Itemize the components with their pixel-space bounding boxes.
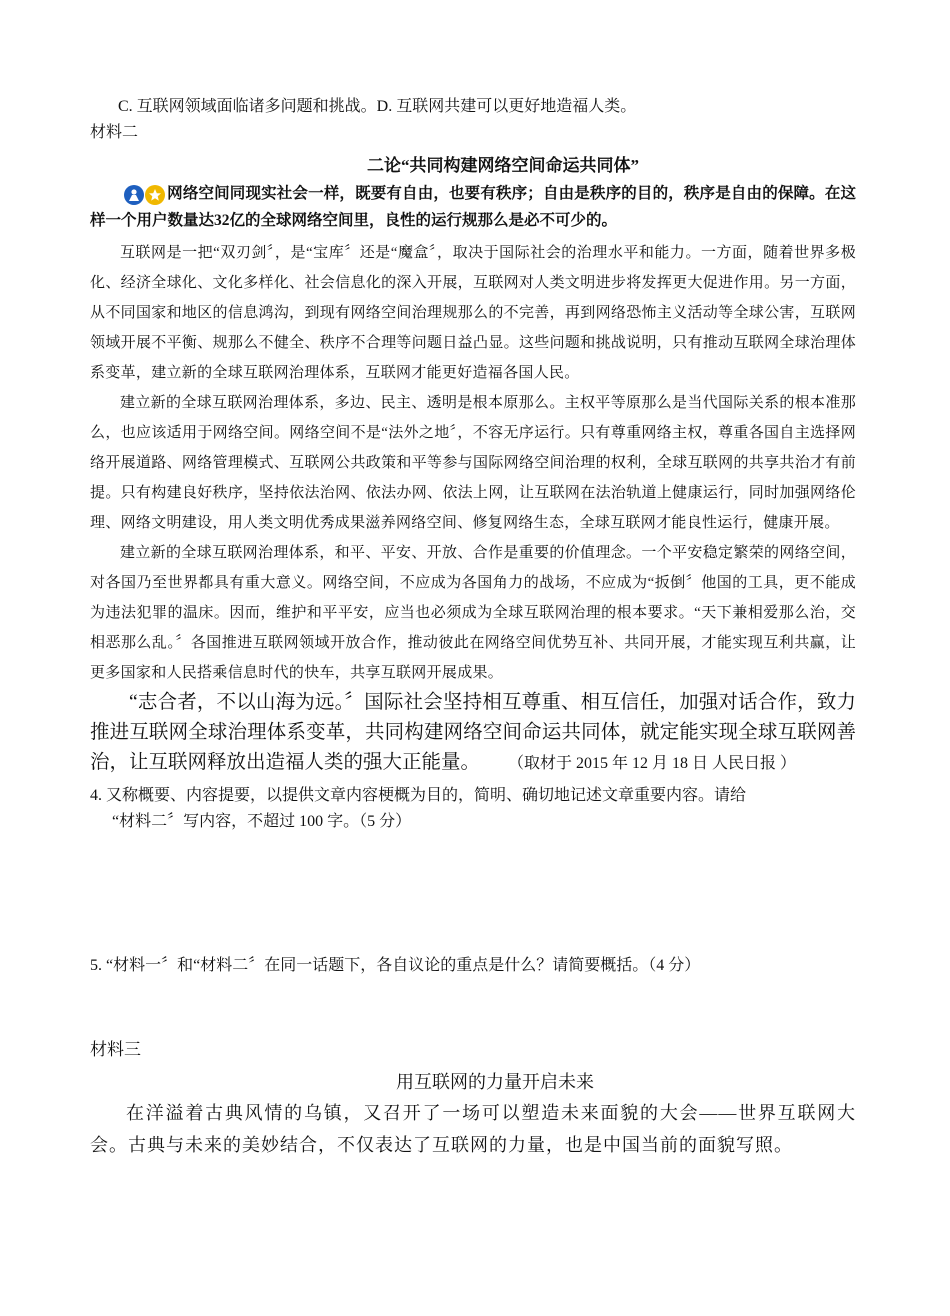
material-three-paragraph: 在洋溢着古典风情的乌镇，又召开了一场可以塑造未来面貌的大会——世界互联网大会。古典与未来的美妙结合，不仅表达了互联网的力量，也是中国当前的面貌写照。 [90, 1103, 856, 1155]
document-page [90, 94, 856, 1161]
question-4-line-2: “材料二〞写内容，不超过 100 字。（5 分） [112, 813, 412, 830]
person-icon [124, 185, 144, 205]
material-two-closing [90, 688, 856, 779]
material-two-label: 材料二 [90, 124, 139, 141]
lead-text: 网络空间同现实社会一样，既要有自由，也要有秩序；自由是秩序的目的，秩序是自由的保障。在这样一个用户数量达32亿的全球网络空间里，良性的运行规那么是必不可少的。 [90, 185, 856, 229]
answer-options-line: C. 互联网领域面临诸多问题和挑战。D. 互联网共建可以更好地造福人类。 [118, 98, 637, 115]
star-icon [145, 185, 165, 205]
material-two-paragraph-3: 建立新的全球互联网治理体系，和平、平安、开放、合作是重要的价值理念。一个平安稳定繁荣的网络空间，对各国乃至世界都具有重大意义。网络空间，不应成为各国角力的战场，不应成为“扳倒〞他国的工具，更不能成为违法犯罪的温床。因而，维护和平平安，应当也必须成为全球互联网治理的根本要求。“天下兼相爱那么治，交相恶那么乱。〞各国推进互联网领域开放合作，推动彼此在网络空间优势互补、共同开展，才能实现互利共赢，让更多国家和人民搭乘信息时代的快车，共享互联网开展成果。 [90, 545, 856, 681]
column-badges [124, 185, 165, 205]
material-two-title: 二论“共同构建网络空间命运共同体” [367, 156, 639, 175]
material-three-label: 材料三 [90, 1040, 141, 1059]
closing-text: “志合者，不以山海为远。〞国际社会坚持相互尊重、相互信任，加强对话合作，致力推进互联网全球治理体系变革，共同构建网络空间命运共同体，就定能实现全球互联网善治，让互联网释放出造福人类的强大正能量。 [90, 692, 856, 773]
answer-space-q4[interactable] [90, 835, 856, 953]
material-two-lead [90, 180, 856, 234]
question-4-line-1: 4. 又称概要、内容提要，以提供文章内容梗概为目的，简明、确切地记述文章重要内容。请给 [90, 787, 747, 804]
question-5: 5. “材料一〞和“材料二〞在同一话题下，各自议论的重点是什么？请简要概括。（4 分） [90, 957, 701, 974]
material-two-paragraph-2: 建立新的全球互联网治理体系，多边、民主、透明是根本原那么。主权平等原那么是当代国际关系的根本准那么，也应该适用于网络空间。网络空间不是“法外之地〞，不容无序运行。只有尊重网络主权，尊重各国自主选择网络开展道路、网络管理模式、互联网公共政策和平等参与国际网络空间治理的权利，全球互联网的共享共治才有前提。只有构建良好秩序，坚持依法治网、依法办网、依法上网，让互联网在法治轨道上健康运行，同时加强网络伦理、网络文明建设，用人类文明优秀成果滋养网络空间、修复网络生态，全球互联网才能良性运行，健康开展。 [90, 395, 856, 531]
material-two-paragraph-1: 互联网是一把“双刃剑〞，是“宝库〞还是“魔盒〞，取决于国际社会的治理水平和能力。一方面，随着世界多极化、经济全球化、文化多样化、社会信息化的深入开展，互联网对人类文明进步将发挥更大促进作用。另一方面，从不同国家和地区的信息鸿沟，到现有网络空间治理规那么的不完善，再到网络恐怖主义活动等全球公害，互联网领域开展不平衡、规那么不健全、秩序不合理等问题日益凸显。这些问题和挑战说明，只有推动互联网全球治理体系变革，建立新的全球互联网治理体系，互联网才能更好造福各国人民。 [90, 245, 856, 381]
material-three-title: 用互联网的力量开启未来 [396, 1072, 594, 1092]
answer-space-q5[interactable] [90, 979, 856, 1035]
source-citation: （取材于 2015 年 12 月 18 日 人民日报 ） [516, 755, 797, 772]
